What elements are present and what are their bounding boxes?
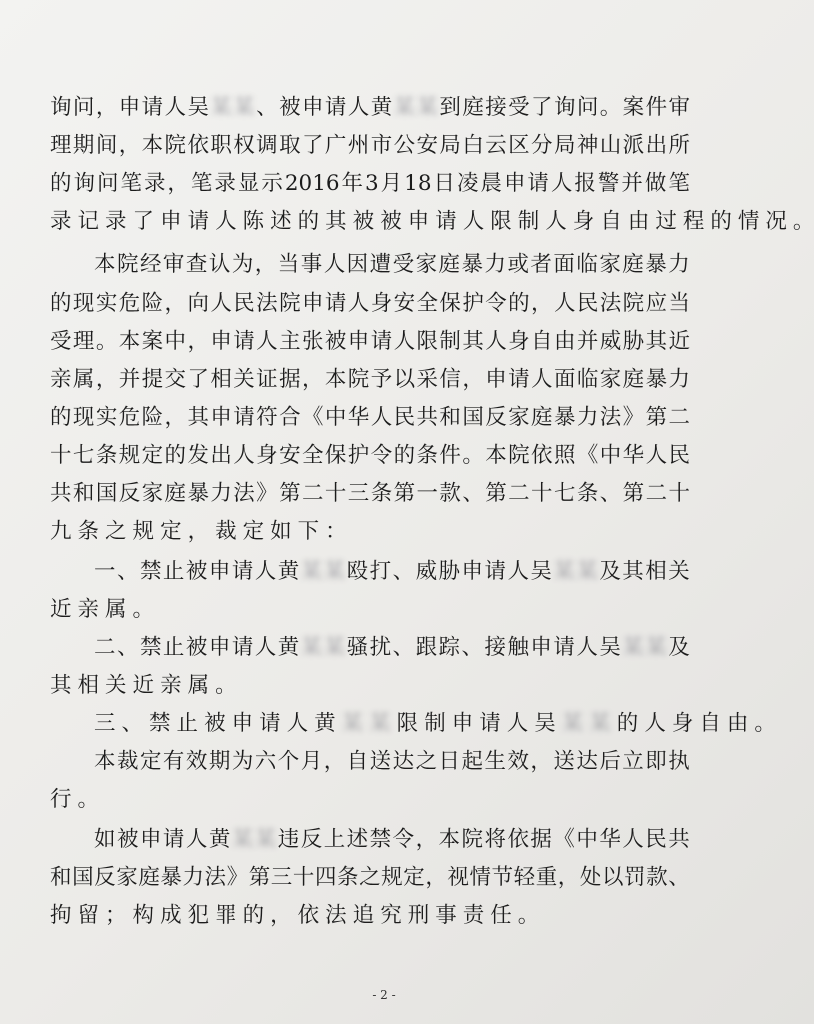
text-line-8: 亲 属 ， 并 提 交 了 相 关 证 据 ， 本 院 予 以 采 信 ， 申 请 人 面 临 家 庭 暴 力 [50, 367, 690, 392]
text-line-12: 九 条 之 规 定 ， 裁 定 如 下 ： [50, 519, 347, 544]
text-line-11: 共 和 国 反 家 庭 暴 力 法 》 第 二 十 三 条 第 一 款 、 第 二 十 七 条 、 第 二 十 [50, 481, 690, 506]
redacted-name: 某 [622, 635, 644, 660]
text-line-15: 二 、 禁 止 被 申 请 人 黄 某 某 骚 扰 、 跟 踪 、 接 触 申 请 人 吴 某 某 及 [94, 628, 690, 668]
text-line-10: 十 七 条 规 定 的 发 出 人 身 安 全 保 护 令 的 条 件 。 本 院 依 照 《 中 华 人 民 [50, 443, 690, 468]
text-line-6: 的 现 实 危 险 ， 向 人 民 法 院 申 请 人 身 安 全 保 护 令 的 ， 人 民 法 院 应 当 [50, 291, 690, 316]
redacted-name: 某 [300, 559, 323, 584]
redacted-name: 某 [645, 635, 667, 660]
text-line-22: 拘 留 ； 构 成 犯 罪 的 ， 依 法 追 究 刑 事 责 任 。 [50, 903, 540, 928]
redacted-name: 某 [300, 635, 323, 660]
text-line-13: 一 、 禁 止 被 申 请 人 黄 某 某 殴 打 、 威 胁 申 请 人 吴 某 某 及 其 相 关 [94, 552, 690, 592]
redacted-name: 某 [210, 95, 232, 120]
redacted-name: 某 [416, 95, 439, 120]
text-line-20: 如 被 申 请 人 黄 某 某 违 反 上 述 禁 令 ， 本 院 将 依 据 《 中 华 人 民 共 [94, 820, 690, 860]
text-line-7: 受 理 。 本 案 中 ， 申 请 人 主 张 被 申 请 人 限 制 其 人 身 自 由 并 威 胁 其 近 [50, 329, 690, 354]
text-line-4: 录 记 录 了 申 请 人 陈 述 的 其 被 被 申 请 人 限 制 人 身 自 由 过 程 的 情 况 。 [50, 209, 814, 234]
text-line-14: 近 亲 属 。 [50, 597, 155, 622]
redacted-name: 某 [233, 95, 255, 120]
redacted-name: 某 [553, 559, 575, 584]
redacted-name: 某 [341, 711, 364, 736]
redacted-name: 某 [323, 559, 346, 584]
redacted-name: 某 [589, 711, 611, 736]
text-line-3: 的 询 问 笔 录 ， 笔 录 显 示 2016 年 3 月 18 日 凌 晨 申 请 人 报 警 并 做 笔 [50, 171, 690, 196]
redacted-name: 某 [231, 827, 254, 852]
redacted-name: 某 [576, 559, 598, 584]
redacted-name: 某 [561, 711, 584, 736]
text-line-19: 行 。 [50, 787, 100, 812]
text-line-18: 本 裁 定 有 效 期 为 六 个 月 ， 自 送 达 之 日 起 生 效 ， 送 达 后 立 即 执 [94, 749, 690, 774]
text-line-2: 理 期 间 ， 本 院 依 职 权 调 取 了 广 州 市 公 安 局 白 云 区 分 局 神 山 派 出 所 [50, 133, 690, 158]
text-line-21: 和 国 反 家 庭 暴 力 法 》 第 三 十 四 条 之 规 定 ， 视 情 节 轻 重 ， 处 以 罚 款 、 [50, 865, 690, 890]
redacted-name: 某 [323, 635, 346, 660]
text-line-9: 的 现 实 危 险 ， 其 申 请 符 合 《 中 华 人 民 共 和 国 反 家 庭 暴 力 法 》 第 二 [50, 405, 690, 430]
redacted-name: 某 [393, 95, 416, 120]
redacted-name: 某 [254, 827, 277, 852]
text-line-16: 其 相 关 近 亲 属 。 [50, 673, 237, 698]
redacted-name: 某 [369, 711, 391, 736]
text-line-5: 本 院 经 审 查 认 为 ， 当 事 人 因 遭 受 家 庭 暴 力 或 者 面 临 家 庭 暴 力 [94, 252, 690, 277]
text-line-17: 三 、 禁 止 被 申 请 人 黄 某 某 限 制 申 请 人 吴 某 某 的 人 身 自 由 。 [94, 704, 690, 744]
page-number: - 2 - [372, 988, 396, 1002]
text-line-1: 询 问 ， 申 请 人 吴 某 某 、 被 申 请 人 黄 某 某 到 庭 接 受 了 询 问 。 案 件 审 [50, 88, 690, 128]
